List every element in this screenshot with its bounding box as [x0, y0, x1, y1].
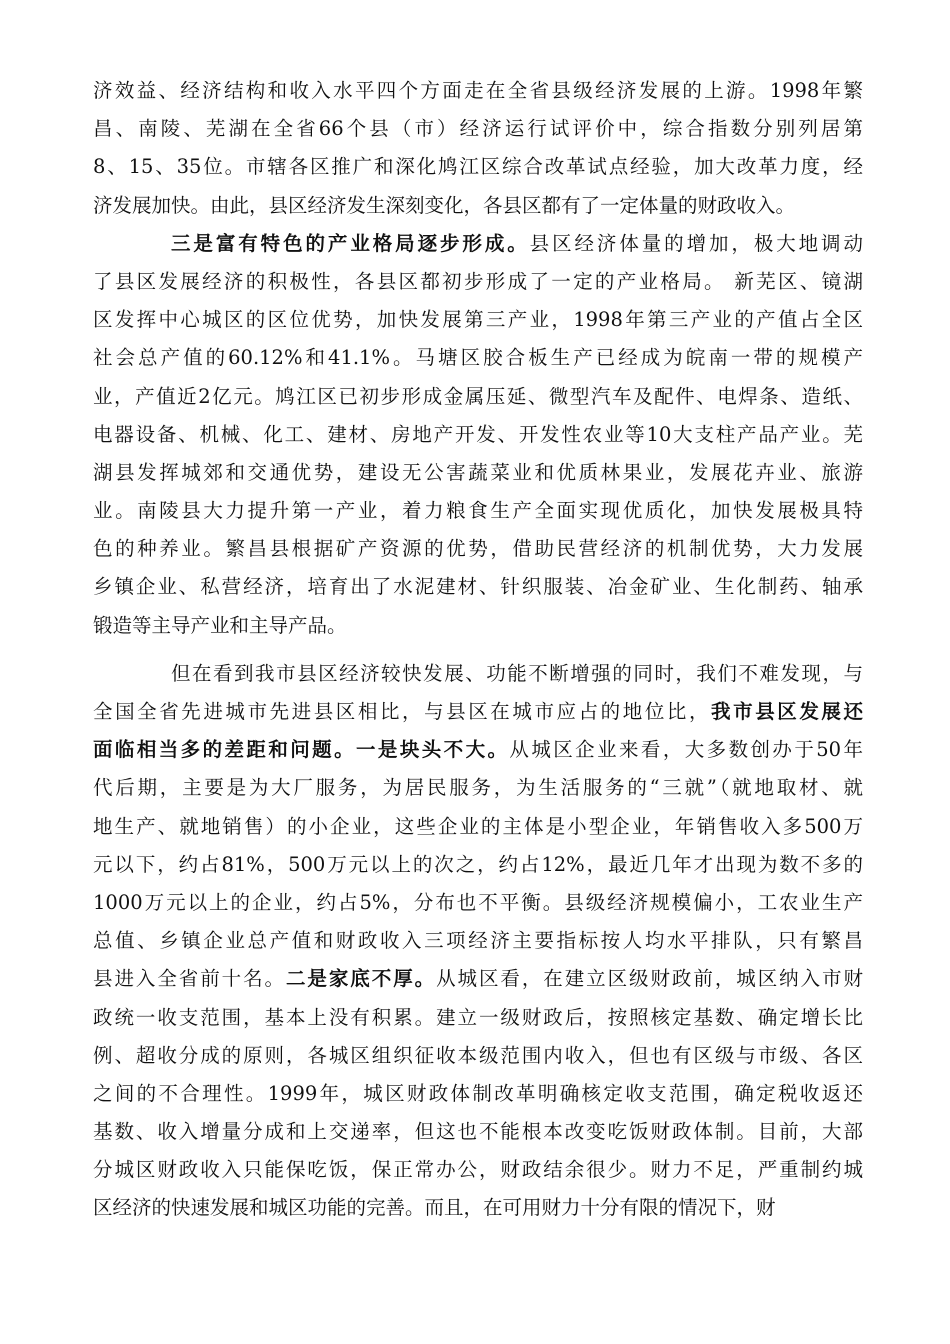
- paragraph-gap: [93, 645, 863, 655]
- text-line: [93, 846, 863, 884]
- text-segment: 元以下，约占81%，500万元以上的次之，约占12%，最近几年才出现为数不多的: [93, 852, 863, 876]
- text-line: [93, 922, 863, 960]
- text-segment: 业，产值近2亿元。鸠江区已初步形成金属压延、微型汽车及配件、电焊条、造纸、: [93, 384, 863, 408]
- text-segment: 分城区财政收入只能保吃饭，保正常办公，财政结余很少。财力不足，严重制约城: [93, 1158, 863, 1182]
- text-line: [93, 693, 863, 731]
- text-segment: 区发挥中心城区的区位优势，加快发展第三产业，1998年第三产业的产值占全区: [93, 308, 863, 332]
- text-segment: 社会总产值的60.12%和41.1%。马塘区胶合板生产已经成为皖南一带的规模产: [93, 346, 863, 370]
- text-line: [93, 769, 863, 807]
- text-segment: 锻造等主导产业和主导产品。: [93, 613, 347, 637]
- text-segment: 县进入全省前十名。: [93, 967, 286, 991]
- text-segment: 代后期，主要是为大厂服务，为居民服务，为生活服务的“三就”（就地取材、就: [93, 776, 863, 800]
- bold-text: 面临相当多的差距和问题。一是块头不大。: [93, 738, 510, 762]
- text-line: [93, 416, 863, 454]
- text-segment: 济发展加快。由此，县区经济发生深刻变化，各县区都有了一定体量的财政收入。: [93, 193, 796, 217]
- text-line: [93, 1151, 863, 1189]
- text-line: [93, 110, 863, 148]
- text-segment: 从城区看，在建立区级财政前，城区纳入市财: [436, 967, 863, 991]
- bold-text: 二是家底不厚。: [285, 967, 437, 991]
- text-segment: 例、超收分成的原则，各城区组织征收本级范围内收入，但也有区级与市级、各区: [93, 1043, 863, 1067]
- text-line: [93, 607, 863, 645]
- text-line: [93, 187, 863, 225]
- text-segment: 济效益、经济结构和收入水平四个方面走在全省县级经济发展的上游。1998年繁: [93, 79, 863, 102]
- text-segment: 基数、收入增量分成和上交递率，但这也不能根本改变吃饭财政体制。目前，大部: [93, 1120, 863, 1144]
- text-line: [93, 301, 863, 339]
- text-segment: 之间的不合理性。1999年，城区财政体制改革明确核定收支范围，确定税收返还: [93, 1081, 863, 1105]
- text-line: [93, 1075, 863, 1113]
- text-segment: 1000万元以上的企业，约占5%，分布也不平衡。县级经济规模偏小，工农业生产: [93, 890, 863, 914]
- text-line: [93, 225, 863, 263]
- text-line: [93, 999, 863, 1037]
- text-line: [93, 339, 863, 377]
- text-line: [93, 492, 863, 530]
- text-line: [93, 454, 863, 492]
- text-line: [93, 655, 863, 693]
- text-line: [93, 568, 863, 606]
- text-line: [93, 1113, 863, 1151]
- text-line: [93, 378, 863, 416]
- text-segment: 湖县发挥城郊和交通优势，建设无公害蔬菜业和优质林果业，发展花卉业、旅游: [93, 460, 863, 484]
- text-line: [93, 1189, 863, 1227]
- paragraph: [93, 655, 863, 1228]
- text-segment: 了县区发展经济的积极性，各县区都初步形成了一定的产业格局。 新芜区、镜湖: [93, 269, 863, 293]
- text-segment: 从城区企业来看，大多数创办于50年: [509, 738, 863, 762]
- text-segment: 但在看到我市县区经济较快发展、功能不断增强的同时，我们不难发现，与: [171, 661, 863, 685]
- text-line: [93, 263, 863, 301]
- text-segment: 全国全省先进城市先进县区相比，与县区在城市应占的地位比，: [93, 700, 712, 723]
- text-line: [93, 148, 863, 186]
- text-line: [93, 731, 863, 769]
- text-segment: 县区经济体量的增加，极大地调动: [529, 231, 863, 255]
- bold-text: 我市县区发展还: [711, 700, 863, 723]
- text-segment: 电器设备、机械、化工、建材、房地产开发、开发性农业等10大支柱产品产业。芜: [93, 422, 863, 446]
- text-segment: 政统一收支范围，基本上没有积累。建立一级财政后，按照核定基数、确定增长比: [93, 1005, 863, 1029]
- paragraph: [93, 225, 863, 645]
- text-line: [93, 1037, 863, 1075]
- text-segment: 昌、南陵、芜湖在全省66个县（市）经济运行试评价中，综合指数分别列居第: [93, 117, 863, 141]
- text-line: [93, 960, 863, 998]
- text-segment: 总值、乡镇企业总产值和财政收入三项经济主要指标按人均水平排队，只有繁昌: [93, 929, 863, 953]
- text-line: [93, 530, 863, 568]
- text-segment: 业。南陵县大力提升第一产业，着力粮食生产全面实现优质化，加快发展极具特: [93, 499, 863, 523]
- text-line: [93, 884, 863, 922]
- text-segment: 8、15、35位。市辖各区推广和深化鸠江区综合改革试点经验，加大改革力度，经: [93, 155, 863, 179]
- text-segment: 区经济的快速发展和城区功能的完善。而且，在可用财力十分有限的情况下，财: [93, 1196, 776, 1220]
- paragraph: [93, 72, 863, 225]
- text-line: [93, 808, 863, 846]
- text-segment: 乡镇企业、私营经济，培育出了水泥建材、针织服装、冶金矿业、生化制药、轴承: [93, 575, 863, 599]
- text-line: [93, 72, 863, 110]
- bold-text: 三是富有特色的产业格局逐步形成。: [171, 231, 530, 255]
- document-page: [93, 72, 863, 1228]
- text-segment: 色的种养业。繁昌县根据矿产资源的优势，借助民营经济的机制优势，大力发展: [93, 537, 863, 561]
- text-segment: 地生产、就地销售）的小企业，这些企业的主体是小型企业，年销售收入多500万: [93, 814, 863, 838]
